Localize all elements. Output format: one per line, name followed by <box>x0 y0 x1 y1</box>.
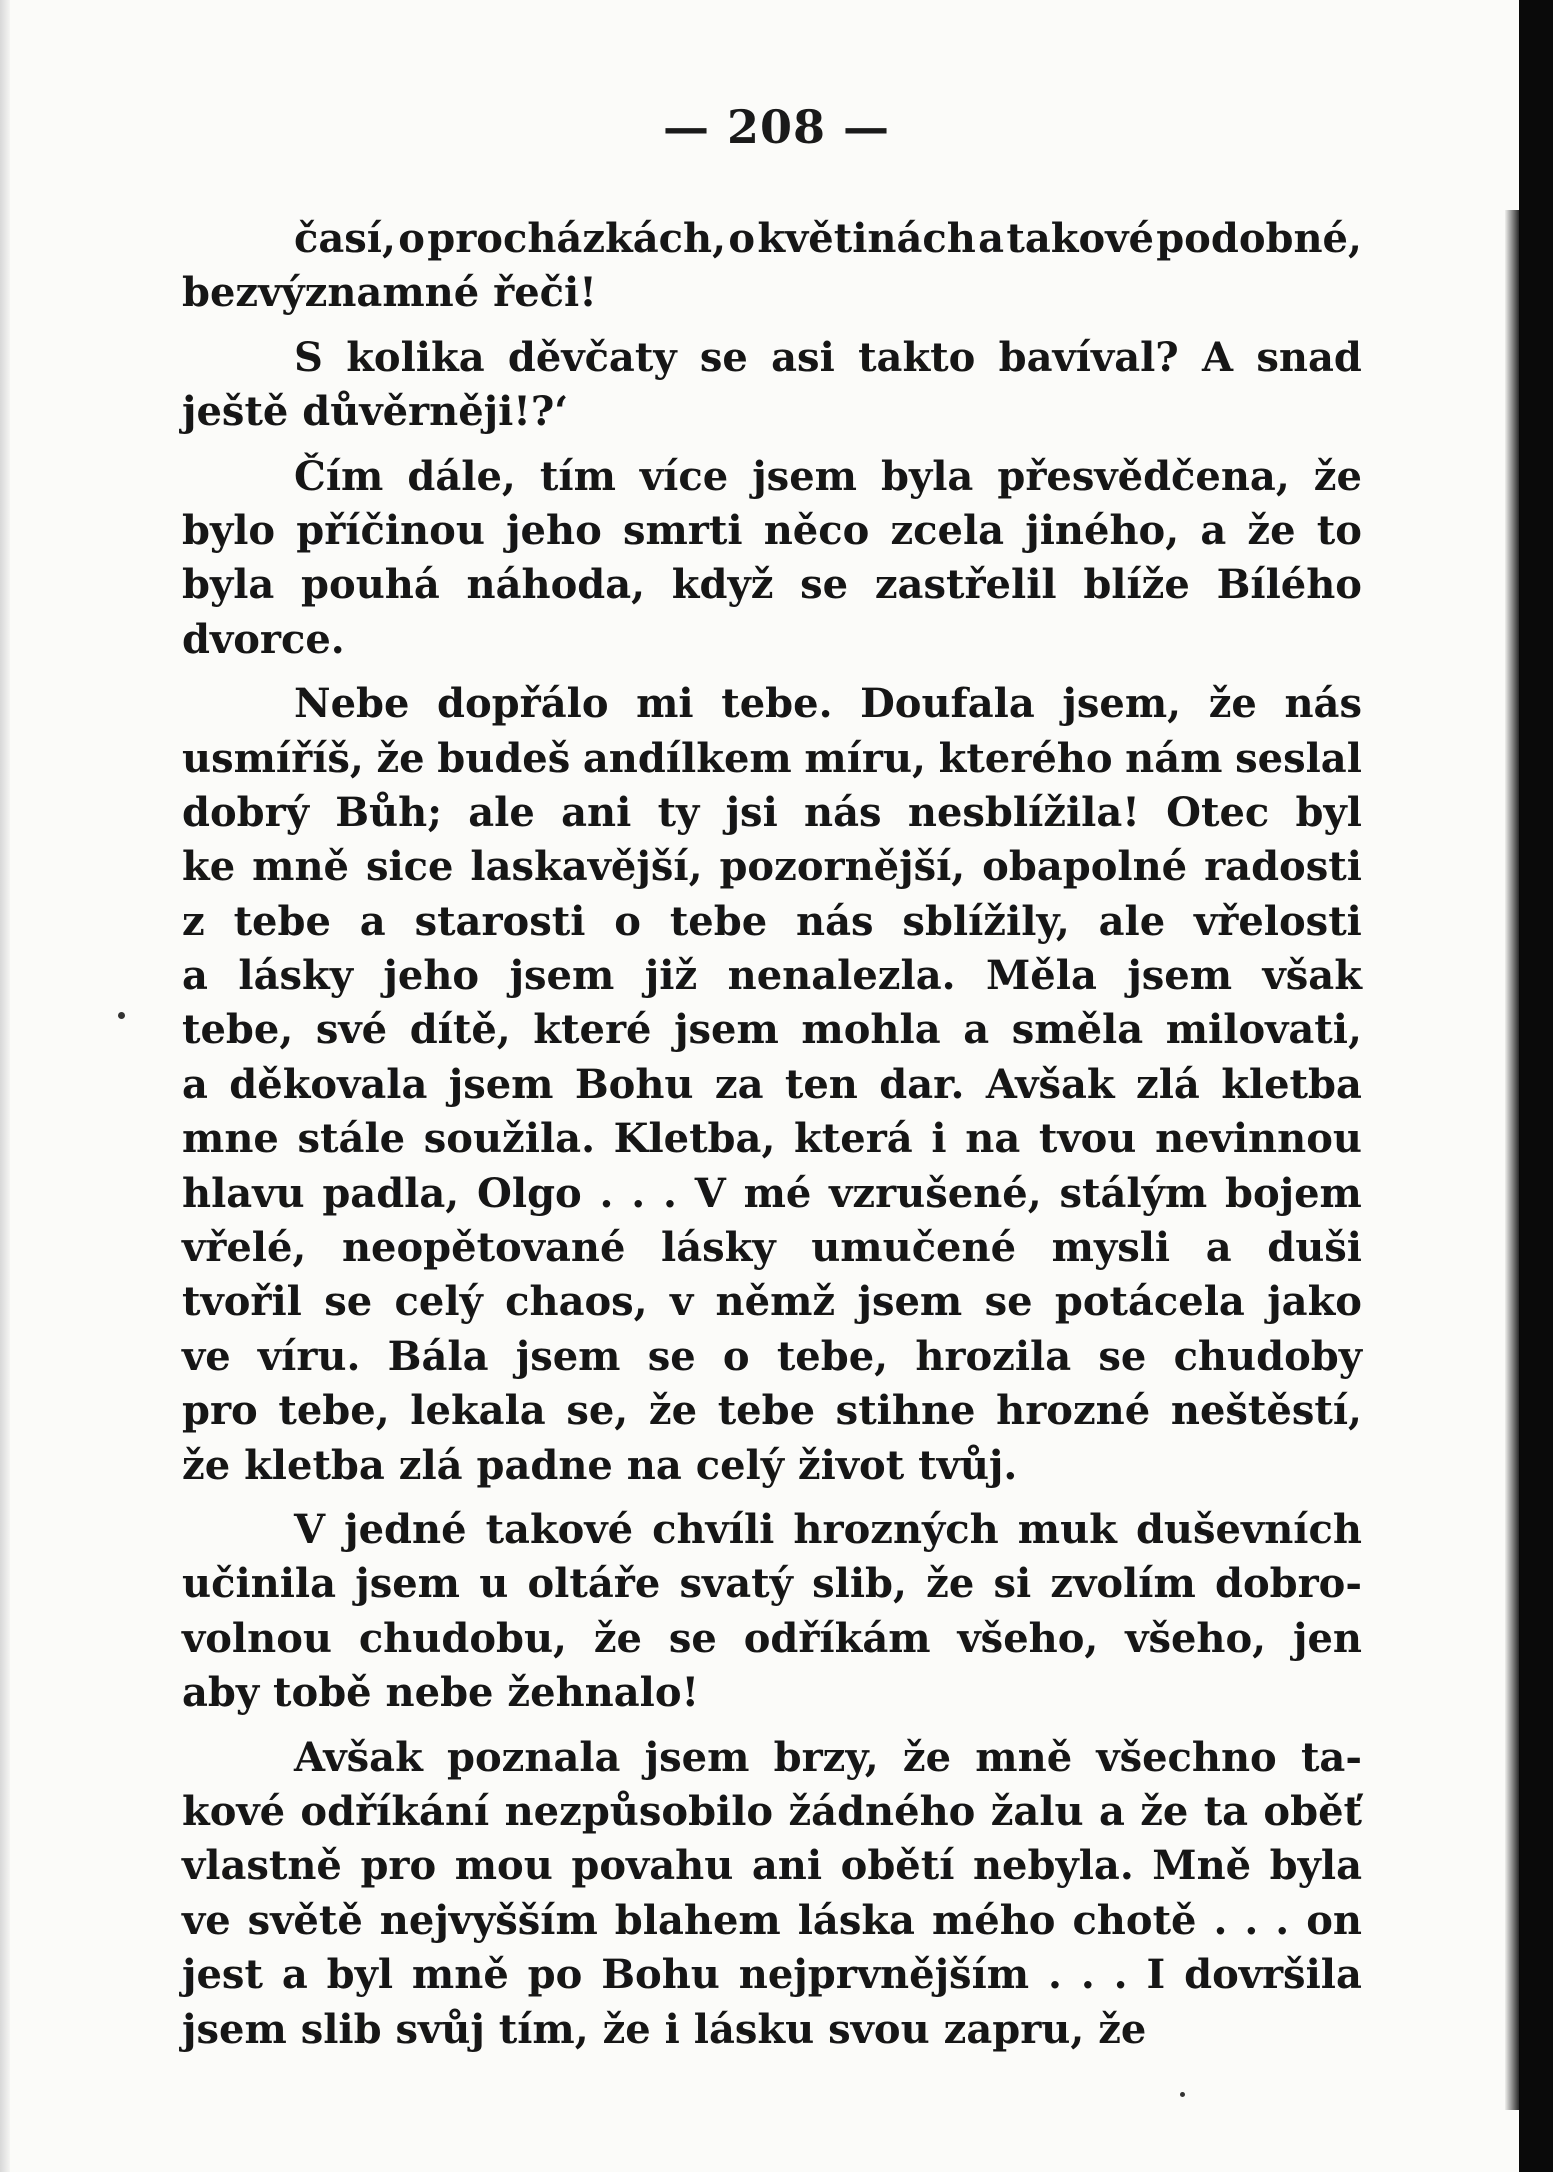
text-line: z tebe a starosti o tebe nás sblížily, ale vřelosti <box>182 897 1362 945</box>
text-line: jest a byl mně po Bohu nejprvnějším . . . I dovršila <box>182 1951 1362 1999</box>
text-line: bezvýznamné řeči! <box>182 269 597 317</box>
paragraph <box>182 1503 1362 1721</box>
text-line: usmíříš, že budeš andílkem míru, kterého nám seslal <box>182 734 1362 782</box>
text-line: ve světě nejvyšším blahem láska mého chotě . . . on <box>182 1896 1362 1944</box>
document-body <box>182 212 1362 2057</box>
text-line: aby tobě nebe žehnalo! <box>182 1669 700 1717</box>
text-line: kové odříkání nezpůsobilo žádného žalu a že ta oběť <box>182 1787 1362 1835</box>
text-line: pro tebe, lekala se, že tebe stihne hrozné neštěstí, <box>182 1387 1362 1435</box>
text-line: tebe, své dítě, které jsem mohla a směla milovati, <box>182 1006 1362 1054</box>
text-line: V jedné takové chvíli hrozných muk duševních <box>294 1505 1362 1553</box>
text-line: vřelé, neopětované lásky umučené mysli a duši <box>182 1224 1362 1272</box>
text-line: že kletba zlá padne na celý život tvůj. <box>182 1441 1018 1489</box>
scan-edge-left <box>0 0 10 2172</box>
text-line: volnou chudobu, že se odříkám všeho, všeho, jen <box>182 1614 1362 1662</box>
text-line: časí, o procházkách, o květinách a takové podobné, <box>294 215 1362 262</box>
text-line: učinila jsem u oltáře svatý slib, že si zvolím dobro- <box>182 1560 1362 1608</box>
text-line: byla pouhá náhoda, když se zastřelil blíže Bílého <box>182 561 1362 609</box>
text-line: dvorce. <box>182 615 345 663</box>
text-line: bylo příčinou jeho smrti něco zcela jiného, a že to <box>182 506 1362 554</box>
scan-shadow-right <box>1505 210 1519 2110</box>
text-line: tvořil se celý chaos, v němž jsem se potácela jako <box>182 1278 1362 1326</box>
text-line: Avšak poznala jsem brzy, že mně všechno ta- <box>294 1733 1362 1781</box>
paragraph <box>182 1731 1362 2057</box>
paragraph <box>182 331 1362 440</box>
text-line: a děkovala jsem Bohu za ten dar. Avšak zlá kletba <box>182 1060 1362 1108</box>
text-line: a lásky jeho jsem již nenalezla. Měla jsem však <box>182 952 1362 1000</box>
scan-edge-right <box>1519 0 1553 2172</box>
text-line: ve víru. Bála jsem se o tebe, hrozila se chudoby <box>182 1332 1362 1380</box>
paragraph <box>182 677 1362 1493</box>
page-number: — 208 — <box>662 100 891 154</box>
text-line: ještě důvěrněji!?‘ <box>182 388 569 436</box>
paragraph <box>182 450 1362 668</box>
scan-speck <box>1180 2092 1185 2097</box>
text-line: ke mně sice laskavější, pozornější, obapolné radosti <box>182 843 1362 891</box>
text-line: vlastně pro mou povahu ani obětí nebyla. Mně byla <box>182 1842 1362 1890</box>
text-line: S kolika děvčaty se asi takto bavíval? A snad <box>294 333 1362 381</box>
text-line: dobrý Bůh; ale ani ty jsi nás nesblížila! Otec byl <box>182 788 1362 836</box>
scan-speck <box>118 1012 125 1019</box>
paragraph <box>182 212 1362 321</box>
text-line: Čím dále, tím více jsem byla přesvědčena, že <box>294 452 1362 500</box>
text-line: Nebe dopřálo mi tebe. Doufala jsem, že nás <box>294 680 1362 728</box>
text-line: jsem slib svůj tím, že i lásku svou zapru, že <box>182 2005 1147 2053</box>
text-line: hlavu padla, Olgo . . . V mé vzrušené, stálým bojem <box>182 1169 1362 1217</box>
text-line: mne stále soužila. Kletba, která i na tvou nevinnou <box>182 1115 1362 1163</box>
